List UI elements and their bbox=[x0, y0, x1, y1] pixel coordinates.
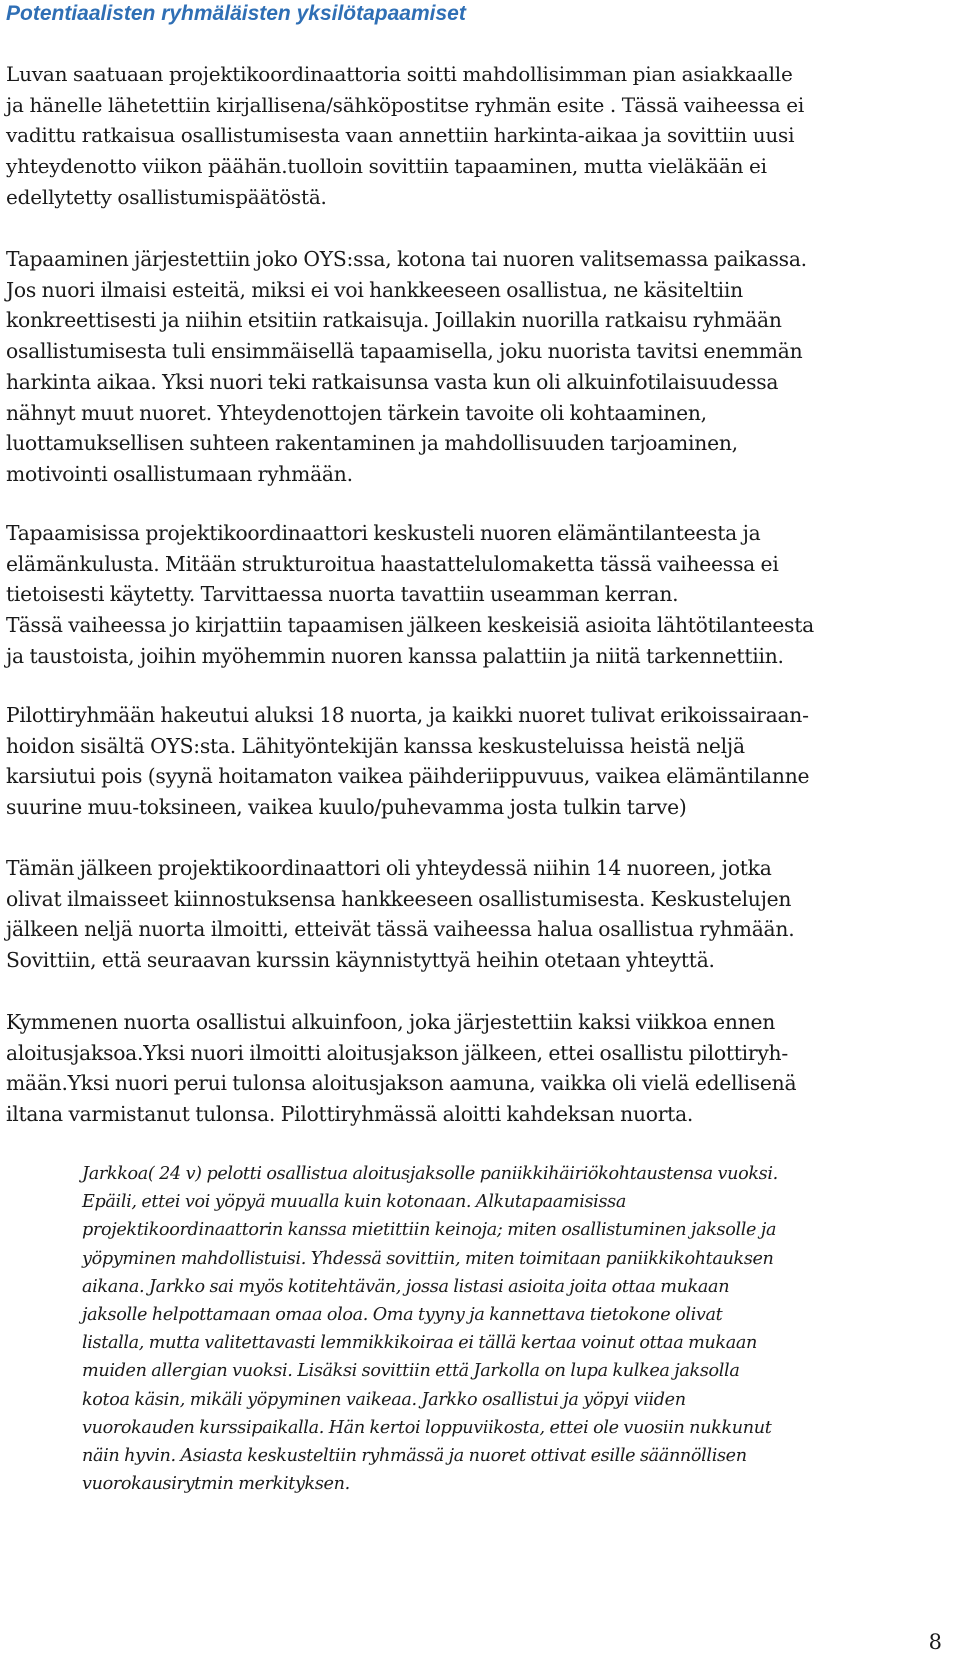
quote-line: jaksolle helpottamaan omaa oloa. Oma tyyny ja kannettava tietokone olivat bbox=[82, 1305, 723, 1326]
text-line: aloitusjaksoa.Yksi nuori ilmoitti aloitusjakson jälkeen, ettei osallistu pilottiryh- bbox=[6, 1040, 788, 1065]
quote-line: Epäili, ettei voi yöpyä muualla kuin kotonaan. Alkutapaamisissa bbox=[82, 1192, 626, 1213]
case-example-quote bbox=[82, 1160, 922, 1498]
text-line: Luvan saatuaan projektikoordinaattoria soitti mahdollisimman pian asiakkaalle bbox=[6, 62, 793, 86]
section-heading: Potentiaalisten ryhmäläisten yksilötapaamiset bbox=[6, 2, 466, 25]
text-line: osallistumisesta tuli ensimmäisellä tapaamisella, joku nuorista tavitsi enemmän bbox=[6, 339, 803, 364]
text-line: Tämän jälkeen projektikoordinaattori oli yhteydessä niihin 14 nuoreen, jotka bbox=[6, 856, 772, 880]
text-line: Sovittiin, että seuraavan kurssin käynnistyttyä heihin otetaan yhteyttä. bbox=[6, 948, 715, 973]
quote-line: kotoa käsin, mikäli yöpyminen vaikeaa. Jarkko osallistui ja yöpyi viiden bbox=[82, 1389, 686, 1410]
text-line: luottamuksellisen suhteen rakentaminen ja mahdollisuuden tarjoaminen, bbox=[6, 431, 738, 456]
paragraph-info-session bbox=[6, 1007, 952, 1130]
text-line: suurine muu-toksineen, vaikea kuulo/puhevamma josta tulkin tarve) bbox=[6, 795, 687, 820]
text-line: Pilottiryhmään hakeutui aluksi 18 nuorta, ja kaikki nuoret tulivat erikoissairaan- bbox=[6, 703, 809, 727]
text-line: harkinta aikaa. Yksi nuori teki ratkaisunsa vasta kun oli alkuinfotilaisuudessa bbox=[6, 369, 779, 394]
text-line: ja taustoista, joihin myöhemmin nuoren kanssa palattiin ja niitä tarkennettiin. bbox=[6, 643, 784, 668]
text-line: yhteydenotto viikon päähän.tuolloin sovittiin tapaaminen, mutta vieläkään ei bbox=[6, 154, 767, 179]
quote-line: Jarkkoa( 24 v) pelotti osallistua aloitusjaksolle paniikkihäiriökohtaustensa vuoksi. bbox=[82, 1164, 778, 1184]
paragraph-discussion bbox=[6, 518, 952, 672]
text-line: tietoisesti käytetty. Tarvittaessa nuorta tavattiin useamman kerran. bbox=[6, 582, 679, 607]
text-line: elämänkulusta. Mitään strukturoitua haastattelulomaketta tässä vaiheessa ei bbox=[6, 551, 779, 576]
text-line: ja hänelle lähetettiin kirjallisena/sähköpostitse ryhmän esite . Tässä vaiheessa ei bbox=[6, 92, 805, 117]
paragraph-pilot-group bbox=[6, 700, 952, 823]
text-line: konkreettisesti ja niihin etsitiin ratkaisuja. Joillakin nuorilla ratkaisu ryhmään bbox=[6, 308, 782, 333]
quote-line: vuorokausirytmin merkityksen. bbox=[82, 1474, 350, 1495]
text-line: vadittu ratkaisua osallistumisesta vaan annettiin harkinta-aikaa ja sovittiin uusi bbox=[6, 123, 795, 148]
quote-line: yöpyminen mahdollistuisi. Yhdessä sovittiin, miten toimitaan paniikkikohtauksen bbox=[82, 1248, 774, 1269]
quote-line: projektikoordinaattorin kanssa mietittiin keinoja; miten osallistuminen jaksolle ja bbox=[82, 1220, 777, 1241]
text-line: olivat ilmaisseet kiinnostuksensa hankkeeseen osallistumisesta. Keskustelujen bbox=[6, 886, 792, 911]
quote-line: aikana. Jarkko sai myös kotitehtävän, jossa listasi asioita joita ottaa mukaan bbox=[82, 1276, 730, 1297]
text-line: Tapaaminen järjestettiin joko OYS:ssa, kotona tai nuoren valitsemassa paikassa. bbox=[6, 247, 807, 271]
text-line: jälkeen neljä nuorta ilmoitti, etteivät tässä vaiheessa halua osallistua ryhmään. bbox=[6, 917, 795, 942]
text-line: Tässä vaiheessa jo kirjattiin tapaamisen jälkeen keskeisiä asioita lähtötilanteesta bbox=[6, 613, 814, 638]
page-number: 8 bbox=[928, 1630, 942, 1654]
text-line: motivointi osallistumaan ryhmään. bbox=[6, 461, 353, 486]
quote-line: muiden allergian vuoksi. Lisäksi sovittiin että Jarkolla on lupa kulkea jaksolla bbox=[82, 1361, 740, 1382]
text-line: Jos nuori ilmaisi esteitä, miksi ei voi hankkeeseen osallistua, ne käsiteltiin bbox=[6, 277, 743, 302]
text-line: karsiutui pois (syynä hoitamaton vaikea päihderiippuvuus, vaikea elämäntilanne bbox=[6, 764, 810, 789]
quote-line: vuorokauden kurssipaikalla. Hän kertoi loppuviikosta, ettei ole vuosiin nukkunut bbox=[82, 1417, 772, 1438]
text-line: mään.Yksi nuori perui tulonsa aloitusjakson aamuna, vaikka oli vielä edellisenä bbox=[6, 1071, 797, 1096]
quote-line: listalla, mutta valitettavasti lemmikkikoiraa ei tällä kertaa voinut ottaa mukaan bbox=[82, 1333, 757, 1354]
paragraph-meeting bbox=[6, 244, 952, 490]
text-line: Kymmenen nuorta osallistui alkuinfoon, joka järjestettiin kaksi viikkoa ennen bbox=[6, 1010, 776, 1034]
text-line: nähnyt muut nuoret. Yhteydenottojen tärkein tavoite oli kohtaaminen, bbox=[6, 400, 707, 425]
text-line: Tapaamisissa projektikoordinaattori keskusteli nuoren elämäntilanteesta ja bbox=[6, 521, 761, 545]
text-line: hoidon sisältä OYS:sta. Lähityöntekijän kanssa keskusteluissa heistä neljä bbox=[6, 733, 745, 758]
text-line: iltana varmistanut tulonsa. Pilottiryhmässä aloitti kahdeksan nuorta. bbox=[6, 1102, 694, 1127]
paragraph-contact bbox=[6, 59, 952, 213]
paragraph-followup bbox=[6, 853, 952, 976]
quote-line: näin hyvin. Asiasta keskusteltiin ryhmässä ja nuoret ottivat esille säännöllisen bbox=[82, 1446, 747, 1467]
text-line: edellytetty osallistumispäätöstä. bbox=[6, 184, 327, 209]
